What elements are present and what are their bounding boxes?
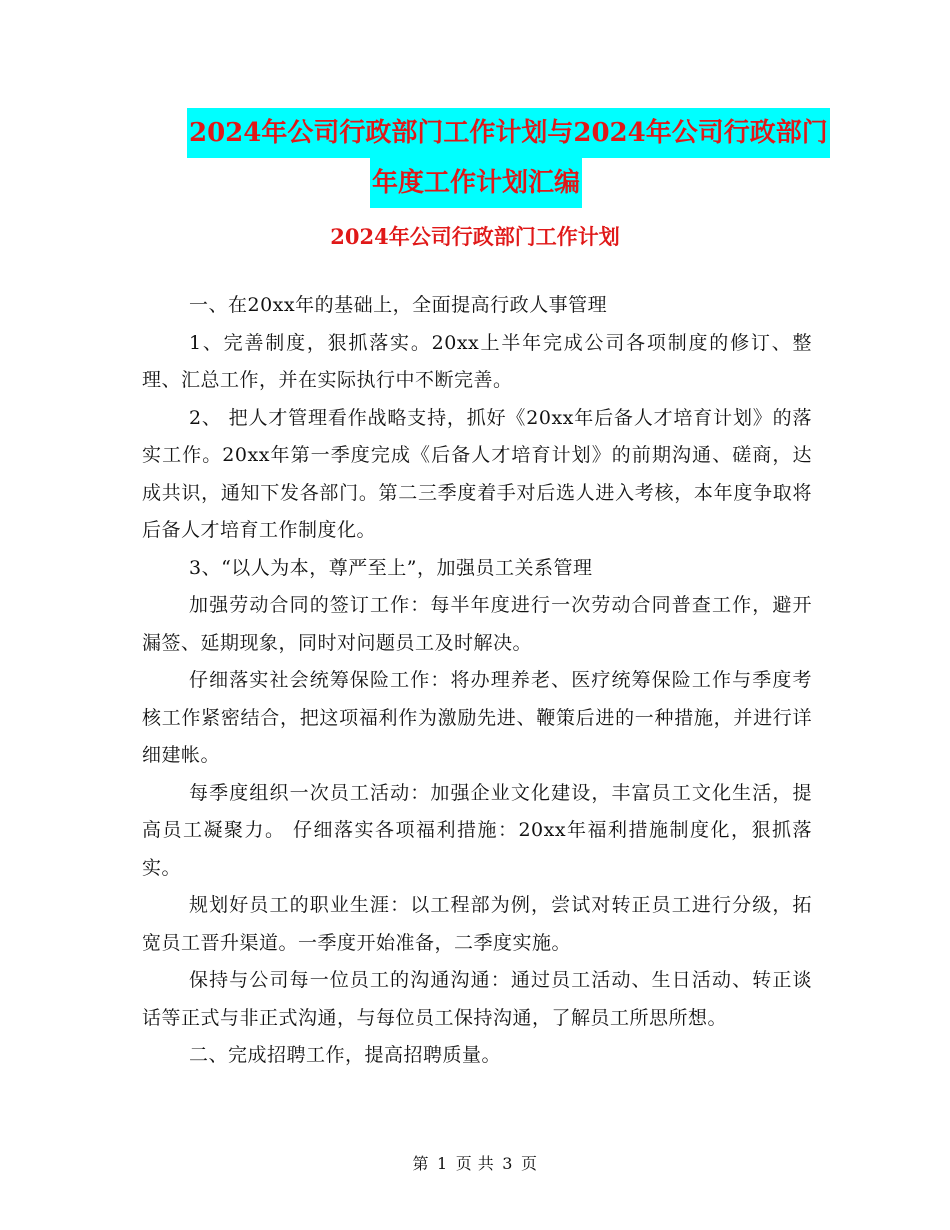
paragraph: 仔细落实社会统筹保险工作：将办理养老、医疗统筹保险工作与季度考核工作紧密结合，把这项福利作为激励先进、鞭策后进的一种措施，并进行详细建帐。 (142, 669, 812, 766)
document-title-line-1: 2024年公司行政部门工作计划与2024年公司行政部门 (187, 108, 830, 158)
paragraph: 规划好员工的职业生涯：以工程部为例，尝试对转正员工进行分级，拓宽员工晋升渠道。一季度开始准备，二季度实施。 (142, 894, 812, 954)
document-title-line-2: 年度工作计划汇编 (370, 158, 582, 208)
section-title: 2024年公司行政部门工作计划 (330, 224, 620, 249)
page-number: 1 (437, 1154, 448, 1173)
paragraph: 保持与公司每一位员工的沟通沟通：通过员工活动、生日活动、转正谈话等正式与非正式沟通，与每位员工保持沟通，了解员工所思所想。 (142, 969, 812, 1029)
paragraph: 每季度组织一次员工活动：加强企业文化建设，丰富员工文化生活，提高员工凝聚力。 仔细落实各项福利措施：20xx年福利措施制度化，狠抓落实。 (142, 781, 812, 879)
document-body (142, 287, 812, 1075)
paragraph: 1、完善制度，狠抓落实。20xx上半年完成公司各项制度的修订、整理、汇总工作，并在实际执行中不断完善。 (142, 331, 812, 391)
page-total: 3 (502, 1154, 513, 1173)
paragraph-heading-2: 二、完成招聘工作，提高招聘质量。 (189, 1044, 502, 1066)
page-footer (0, 1152, 950, 1176)
page-label-prefix: 第 (412, 1154, 430, 1173)
paragraph: 2、 把人才管理看作战略支持，抓好《20xx年后备人才培育计划》的落实工作。20xx年第一季度完成《后备人才培育计划》的前期沟通、磋商，达成共识，通知下发各部门。第二三季度着手对后选人进入考核，本年度争取将后备人才培育工作制度化。 (142, 406, 812, 541)
paragraph: 加强劳动合同的签订工作：每半年度进行一次劳动合同普查工作，避开漏签、延期现象，同时对问题员工及时解决。 (142, 594, 812, 654)
page-label-mid: 页 共 (455, 1154, 495, 1173)
page-label-suffix: 页 (520, 1154, 538, 1173)
paragraph-heading-1: 一、在20xx年的基础上，全面提高行政人事管理 (189, 294, 608, 316)
paragraph: 3、“以人为本，尊严至上”，加强员工关系管理 (189, 556, 593, 579)
